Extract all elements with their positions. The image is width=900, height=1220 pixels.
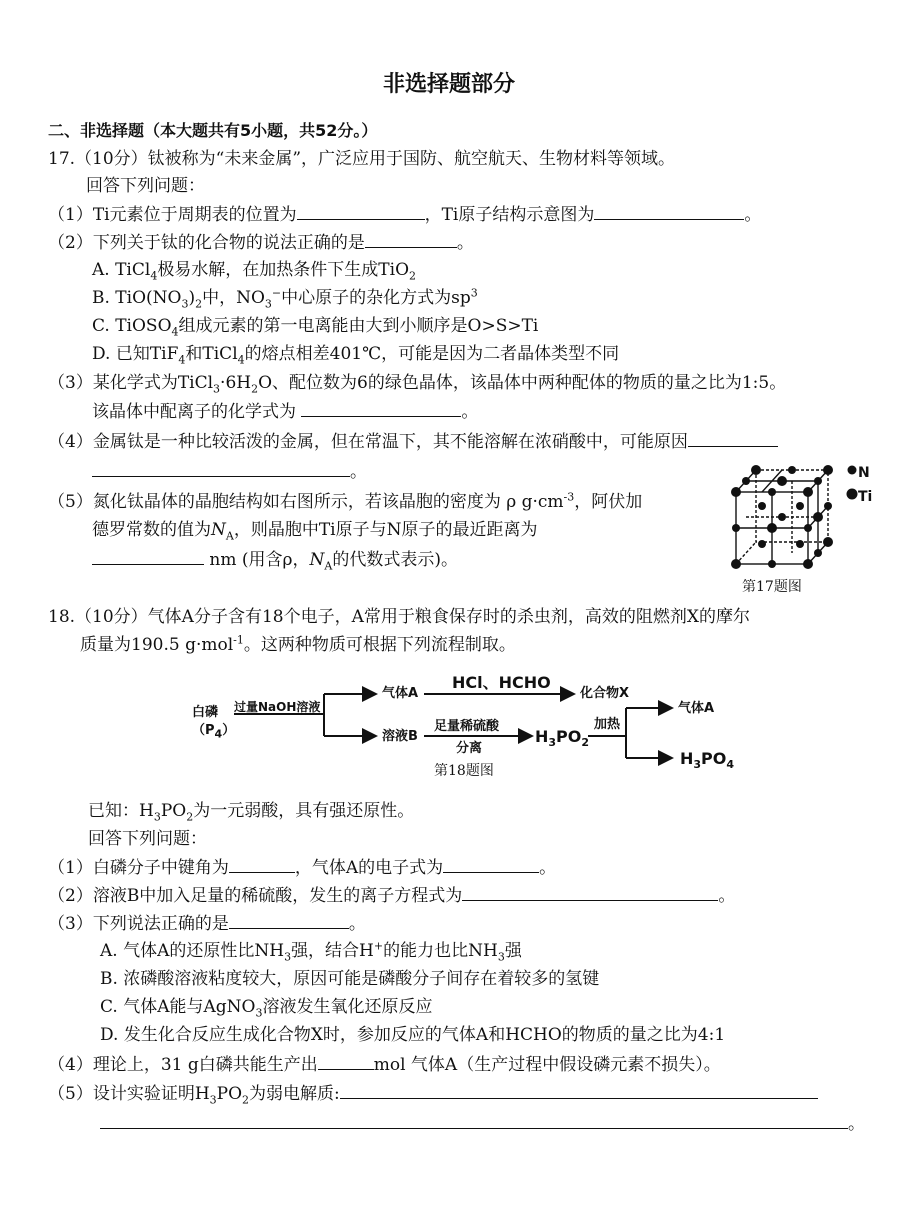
flow-solution-b: 溶液B	[382, 729, 418, 744]
q17-option-b: B. $TiO(NO_3)_2$中，$NO_3^-$中心原子的杂化方式为$sp^3$	[92, 286, 478, 311]
q18-option-c: C. 气体A能与AgNO$_3$溶液发生氧化还原反应	[100, 997, 433, 1020]
answer-blank[interactable]	[100, 1112, 848, 1129]
answer-blank[interactable]	[594, 203, 744, 220]
q18-part5: （5）设计实验证明$H_3PO_2$为弱电解质:	[48, 1082, 818, 1105]
flow-reagent-naoh: 过量NaOH溶液	[234, 700, 321, 714]
q17-part4: （4）金属钛是一种比较活泼的金属，但在常温下，其不能溶解在浓硝酸中，可能原因	[48, 430, 778, 453]
flow-h3po4: $H_3PO_4$	[680, 749, 735, 772]
flow-compound-x: 化合物X	[580, 686, 630, 701]
flow-gas-a-2: 气体A	[678, 701, 715, 716]
q17-part5-line2: 德罗常数的值为$N_A$，则晶胞中Ti原子与N原子的最近距离为	[92, 520, 538, 543]
section-heading: 二、非选择题（本大题共有5小题，共52分。）	[48, 121, 378, 140]
answer-blank[interactable]	[229, 912, 349, 929]
q18-stem: 18.（10分）气体A分子含有18个电子，A常用于粮食保存时的杀虫剂，高效的阻燃剂X的摩尔	[48, 607, 750, 627]
q18-part3: （3）下列说法正确的是 。	[48, 914, 366, 934]
flow-reagent-h2so4: 足量稀硫酸	[434, 719, 500, 734]
q18-option-a: A. 气体A的还原性比$NH_3$强，结合H+的能力也比$NH_3$强	[100, 939, 522, 964]
answer-blank[interactable]	[301, 400, 461, 417]
q17-part5-line3: nm (用含ρ，$N_A$的代数式表示)。	[92, 548, 458, 571]
answer-blank[interactable]	[318, 1053, 374, 1070]
flow-heat: 加热	[594, 717, 621, 732]
page-title: 非选择题部分	[383, 72, 516, 97]
flow-separation: 分离	[456, 741, 483, 756]
q17-part5-line1: （5）氮化钛晶体的晶胞结构如右图所示，若该晶胞的密度为 ρ $g\cdot cm^{-3}$，阿伏加	[48, 490, 643, 512]
q17-instruction: 回答下列问题：	[86, 176, 205, 196]
answer-blank[interactable]	[92, 460, 350, 477]
flow-gas-a: 气体A	[382, 686, 419, 701]
answer-blank[interactable]	[229, 856, 295, 873]
flow-start-label: 白磷	[192, 705, 219, 720]
answer-blank[interactable]	[92, 548, 204, 565]
answer-blank[interactable]	[365, 231, 457, 248]
answer-blank[interactable]	[462, 884, 718, 901]
q17-part1: （1）Ti元素位于周期表的位置为 ，Ti原子结构示意图为 。	[48, 205, 762, 225]
answer-blank[interactable]	[297, 203, 425, 220]
answer-blank[interactable]	[340, 1082, 818, 1099]
q17-part4-cont: 。	[92, 460, 367, 483]
q17-option-d: D. 已知TiF$_4$和TiCl$_4$的熔点相差401℃，可能是因为二者晶体类型不同	[92, 344, 620, 367]
legend-n-label: N	[858, 465, 870, 481]
q18-option-d: D. 发生化合反应生成化合物X时，参加反应的气体A和HCHO的物质的量之比为4:1	[100, 1025, 726, 1045]
legend-ti-label: Ti	[858, 489, 873, 505]
q17-part3-ask: 该晶体中配离子的化学式为 。	[92, 402, 479, 422]
q17-part3: （3）某化学式为$TiCl_3\cdot 6H_2O$、配位数为6的绿色晶体，该晶体中两种配体的物质的量之比为1:5。	[48, 373, 787, 396]
flow-h3po2: $H_3PO_2$	[535, 727, 590, 750]
answer-blank[interactable]	[443, 856, 539, 873]
answer-blank[interactable]	[688, 430, 778, 447]
q18-part2: （2）溶液B中加入足量的稀硫酸，发生的离子方程式为 。	[48, 886, 736, 906]
q17-option-a: A. TiCl$_4$极易水解，在加热条件下生成TiO$_2$	[92, 260, 417, 283]
q18-part5-cont: 。	[100, 1112, 865, 1135]
q17-stem: 17.（10分）钛被称为“未来金属”，广泛应用于国防、航空航天、生物材料等领域。	[48, 149, 676, 169]
figure-18-caption: 第18题图	[434, 763, 494, 779]
q18-instruction: 回答下列问题：	[88, 829, 207, 849]
flow-start-formula: $(P_4)$	[192, 723, 236, 741]
q18-part4: （4）理论上，31 g白磷共能生产出 mol 气体A（生产过程中假设磷元素不损失）。	[48, 1055, 721, 1075]
q18-part1: （1）白磷分子中键角为 ，气体A的电子式为 。	[48, 858, 557, 878]
figure-17-caption: 第17题图	[742, 579, 802, 595]
q18-option-b: B. 浓磷酸溶液粘度较大，原因可能是磷酸分子间存在着较多的氢键	[100, 969, 600, 989]
q17-part2: （2）下列关于钛的化合物的说法正确的是 。	[48, 233, 474, 253]
flow-reagent-hcl-hcho: HCl、HCHO	[452, 673, 551, 692]
q17-option-c: C. TiOSO$_4$组成元素的第一电离能由大到小顺序是O>S>Ti	[92, 316, 539, 339]
q18-stem-cont: 质量为190.5 g·mol$^{-1}$。这两种物质可根据下列流程制取。	[80, 633, 516, 655]
q18-known: 已知：$H_3PO_2$为一元弱酸，具有强还原性。	[88, 801, 415, 824]
